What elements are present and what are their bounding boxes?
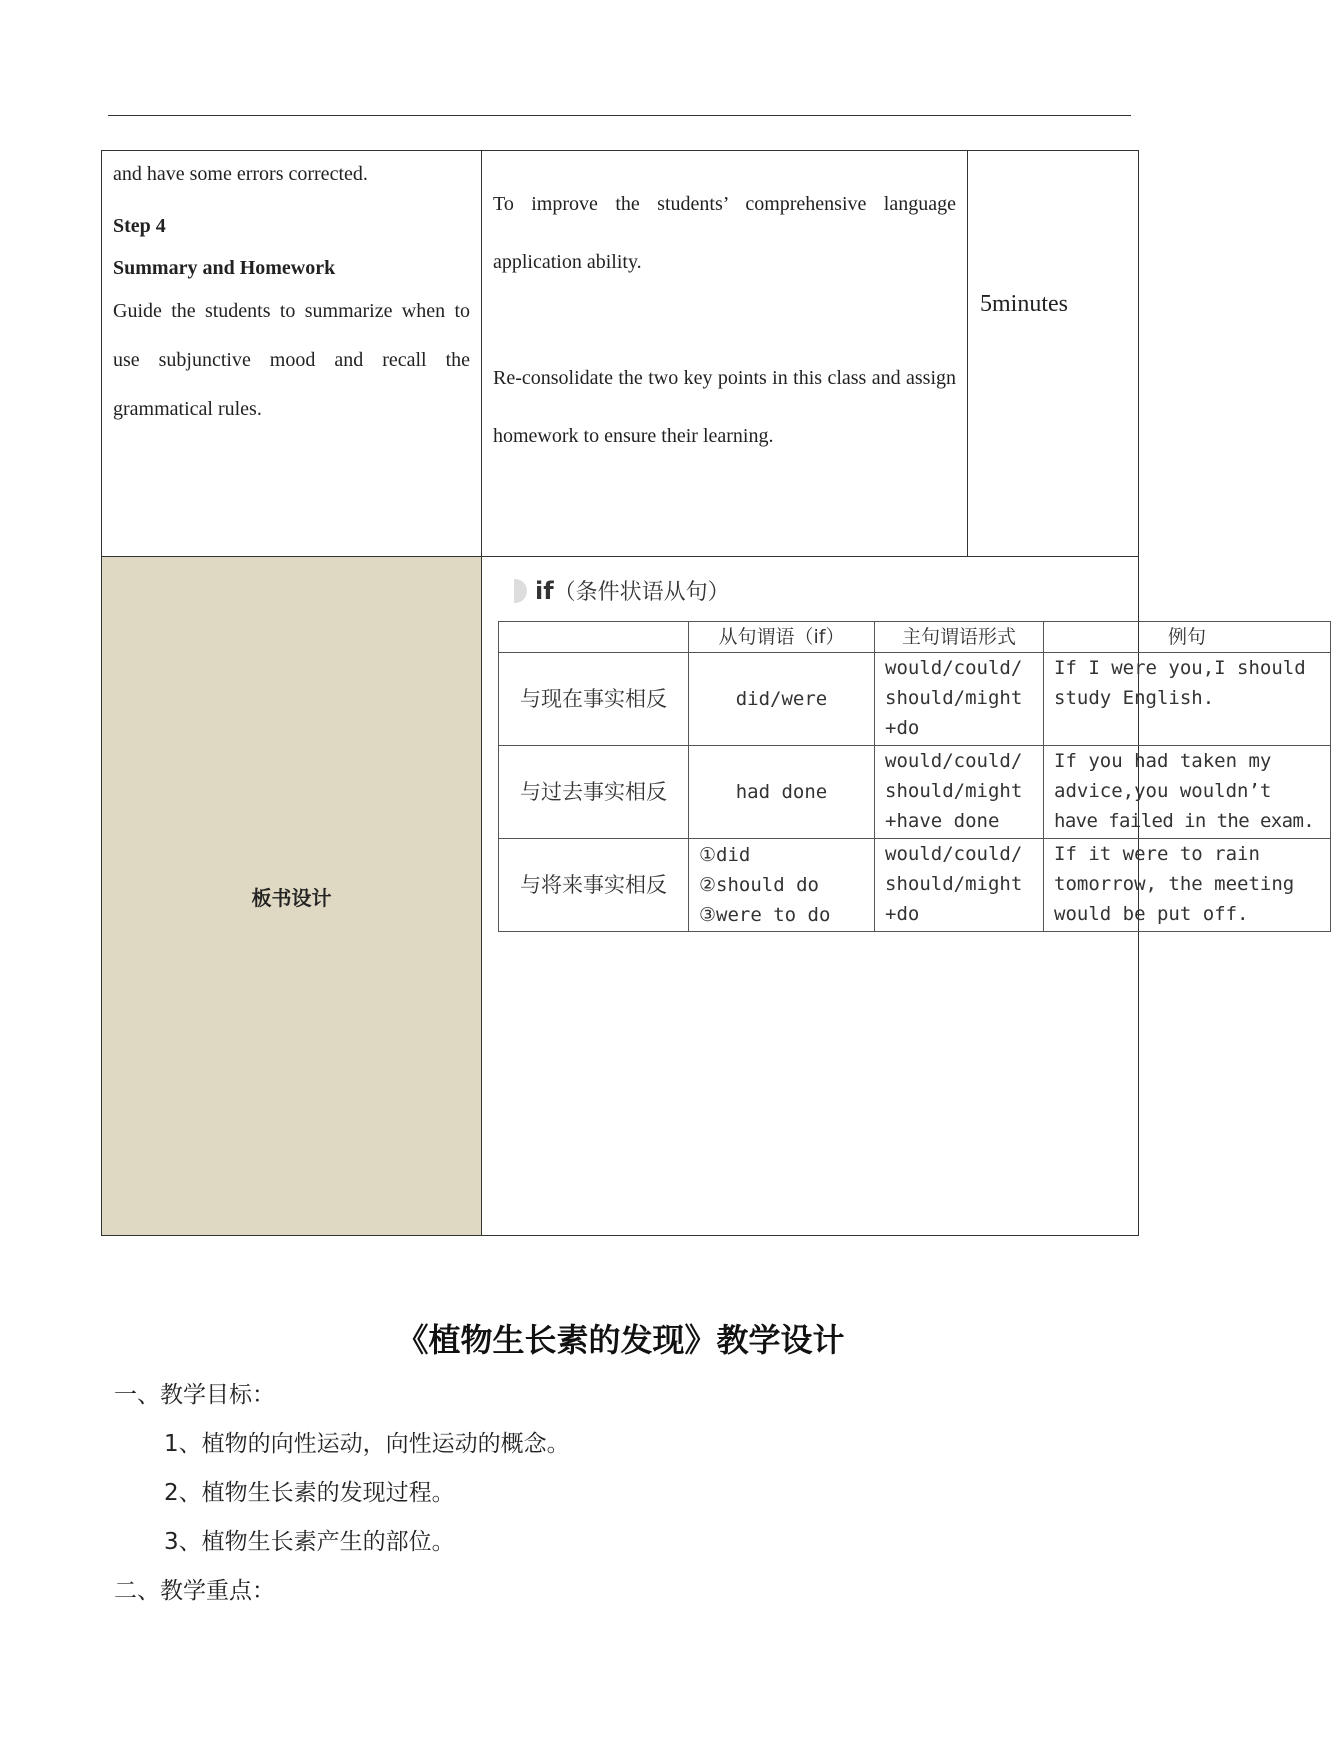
example-line: have failed in the exam. <box>1054 810 1315 832</box>
example-past <box>1044 746 1331 839</box>
main-clause-past <box>875 746 1044 839</box>
if-clause-present: did/were <box>689 653 875 746</box>
condition-present: 与现在事实相反 <box>499 653 689 746</box>
table-row <box>499 746 1331 839</box>
board-design-label-text: 板书设计 <box>251 885 332 910</box>
section-heading-key-points: 二、教学重点： <box>114 1578 275 1604</box>
main-line: would/could/ <box>885 843 1023 865</box>
main-line: should/might <box>885 873 1023 895</box>
header-blank <box>499 622 689 653</box>
main-line: +have done <box>885 810 1000 832</box>
example-line: would be put off. <box>1054 903 1249 925</box>
clause-option: ①did <box>699 844 751 866</box>
time-cell <box>968 151 1139 557</box>
main-clause-present <box>875 653 1044 746</box>
document-title: 《植物生长素的发现》教学设计 <box>396 1321 845 1359</box>
if-subtitle: （条件状语从句） <box>553 580 730 605</box>
step-body: Guide the students to summarize when to use subjunctive mood and recall the grammatical rules. <box>113 300 470 420</box>
main-line: would/could/ <box>885 657 1023 679</box>
example-line: If I were you,I should <box>1054 657 1306 679</box>
lesson-plan-table <box>101 150 1315 1236</box>
header-rule <box>108 115 1131 116</box>
main-line: should/might <box>885 780 1023 802</box>
board-row <box>102 557 1139 1236</box>
main-line: +do <box>885 903 920 925</box>
time-value: 5minutes <box>980 291 1068 317</box>
example-present <box>1044 653 1331 746</box>
step-heading: Step 4 <box>113 215 166 237</box>
main-line: +do <box>885 717 920 739</box>
board-design-label <box>102 557 482 1236</box>
example-line: If it were to rain <box>1054 843 1260 865</box>
main-clause-future <box>875 839 1044 932</box>
main-line: should/might <box>885 687 1023 709</box>
title-bullet-icon <box>514 579 527 603</box>
purpose-text-1: To improve the students’ comprehensive language application ability. <box>493 193 956 273</box>
clause-option: ③were to do <box>699 904 831 926</box>
if-clause-title <box>514 575 730 606</box>
objective-item: 2、植物生长素的发现过程。 <box>164 1480 455 1506</box>
example-line: If you had taken my <box>1054 750 1272 772</box>
objective-item: 3、植物生长素产生的部位。 <box>164 1529 455 1555</box>
condition-past: 与过去事实相反 <box>499 746 689 839</box>
main-line: would/could/ <box>885 750 1023 772</box>
header-example: 例句 <box>1044 622 1331 653</box>
header-if-predicate: 从句谓语（if） <box>689 622 875 653</box>
step-title: Summary and Homework <box>113 257 336 279</box>
teaching-steps-cell <box>102 151 482 557</box>
objective-item: 1、植物的向性运动，向性运动的概念。 <box>164 1431 570 1457</box>
if-clause-future <box>689 839 875 932</box>
condition-future: 与将来事实相反 <box>499 839 689 932</box>
board-design-content <box>482 557 1315 1236</box>
conditional-header-row <box>499 622 1331 653</box>
if-keyword: if <box>535 577 554 605</box>
example-line: tomorrow, the meeting <box>1054 873 1295 895</box>
example-line: study English. <box>1054 687 1215 709</box>
example-line: advice,you wouldn’t <box>1054 780 1272 802</box>
if-clause-past: had done <box>689 746 875 839</box>
conditional-table <box>498 621 1331 932</box>
purpose-cell <box>482 151 968 557</box>
purpose-text-2: Re-consolidate the two key points in this class and assign homework to ensure their learning. <box>493 367 956 447</box>
step-row <box>102 151 1139 557</box>
table-row <box>499 839 1331 932</box>
clause-option: ②should do <box>699 874 819 896</box>
header-main-predicate: 主句谓语形式 <box>875 622 1044 653</box>
section-heading-objectives: 一、教学目标： <box>114 1382 275 1408</box>
table-row <box>499 653 1331 746</box>
continuation-text: and have some errors corrected. <box>113 163 368 185</box>
example-future <box>1044 839 1331 932</box>
